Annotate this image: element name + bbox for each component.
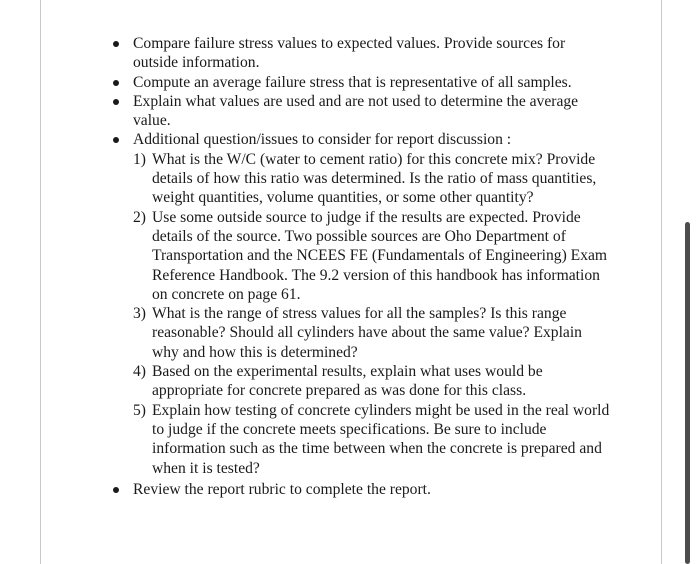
- bullet-text: Compare failure stress values to expected values. Provide sources for outside information.: [133, 35, 566, 72]
- question-number: 1): [133, 150, 146, 168]
- list-item: [133, 92, 613, 131]
- question-text: Based on the experimental results, explain what uses would be appropriate for concrete prepared as was done for this class.: [152, 363, 543, 400]
- document-content: [0, 34, 700, 499]
- bullet-icon: [113, 99, 119, 105]
- bullet-icon: [113, 487, 119, 493]
- bullet-text: Explain what values are used and are not used to determine the average value.: [133, 92, 579, 130]
- list-item: [133, 130, 613, 149]
- question-item: [133, 208, 612, 304]
- bullet-text: Additional question/issues to consider for report discussion :: [133, 131, 512, 149]
- question-number: 5): [133, 401, 146, 419]
- question-item: [133, 304, 612, 362]
- list-item: [133, 73, 613, 92]
- bullet-text: Compute an average failure stress that is representative of all samples.: [133, 73, 572, 91]
- list-item: [133, 480, 613, 499]
- question-item: [133, 150, 612, 208]
- list-item: [133, 34, 613, 73]
- bullet-text: Review the report rubric to complete the report.: [133, 480, 431, 498]
- question-number: 2): [133, 208, 146, 226]
- question-number: 4): [133, 363, 146, 381]
- bullet-icon: [113, 80, 119, 86]
- question-item: [133, 362, 612, 401]
- question-text: Use some outside source to judge if the results are expected. Provide details of the source. Two possible sources are Oho Department of Transportation and the NCEES FE (Fundamentals of Engineering) Exam Reference Handbook. The 9.2 version of this handbook has information on concrete on page 61.: [152, 208, 608, 303]
- question-number: 3): [133, 305, 146, 323]
- bullet-icon: [113, 137, 119, 143]
- question-text: What is the W/C (water to cement ratio) for this concrete mix? Provide details of how this ratio was determined. Is the ratio of mass quantities, weight quantities, volume quantities, or some other quantity?: [152, 150, 597, 207]
- question-item: [133, 401, 612, 478]
- question-text: What is the range of stress values for all the samples? Is this range reasonable? Should all cylinders have about the same value? Explain why and how this is determined?: [152, 305, 582, 361]
- question-text: Explain how testing of concrete cylinders might be used in the real world to judge if the concrete meets specifications. Be sure to include information such as the time between when the concrete is prepared and when it is tested?: [152, 401, 610, 477]
- bullet-icon: [113, 41, 119, 47]
